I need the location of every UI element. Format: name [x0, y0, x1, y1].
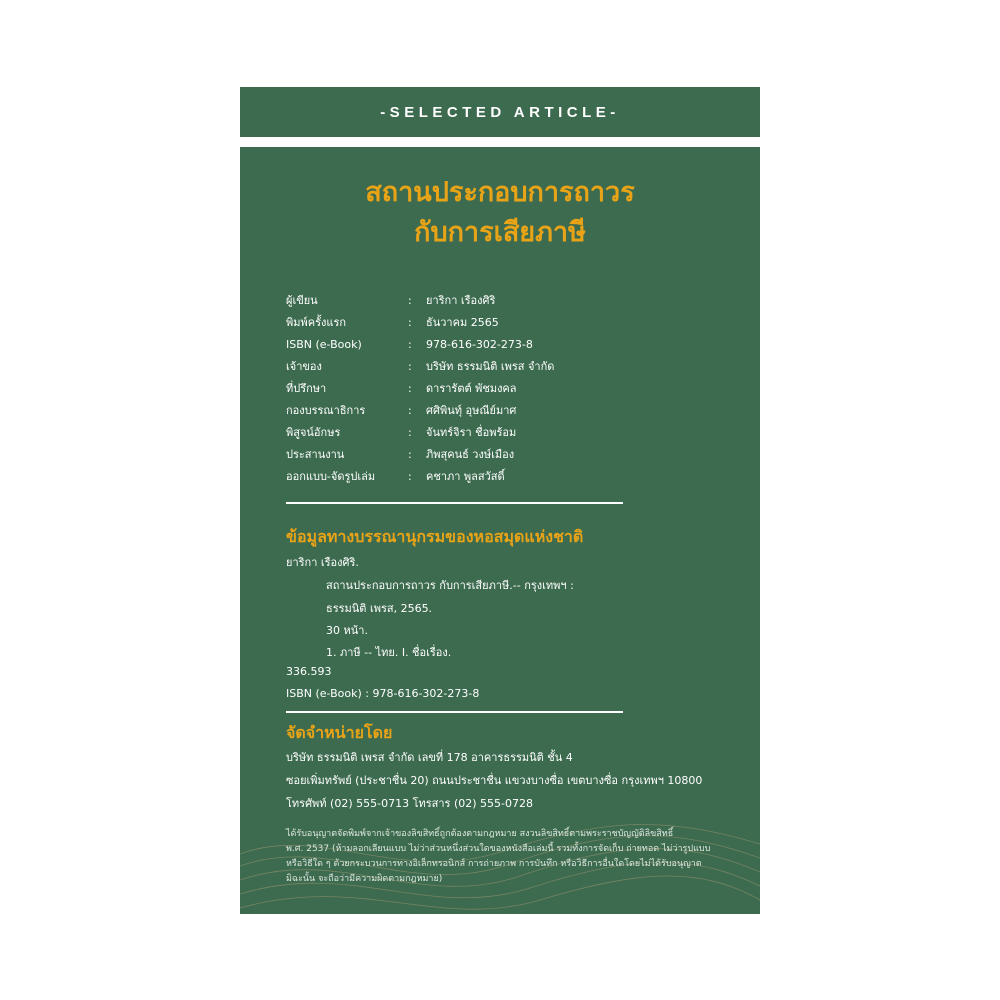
credit-value: ศศิพินทุ์ อุษณีย์มาศ: [426, 404, 517, 417]
section-divider: [286, 502, 623, 504]
credit-label: เจ้าของ: [286, 360, 322, 373]
copyright-line: ได้รับอนุญาตจัดพิมพ์จากเจ้าของลิขสิทธิ์ถูกต้องตามกฎหมาย สงวนลิขสิทธิ์ตามพระราชบัญญัติลิขสิทธิ์: [286, 829, 674, 839]
credit-value: ธันวาคม 2565: [426, 316, 499, 329]
credit-value: คชาภา พูลสวัสดิ์: [426, 470, 505, 483]
credits-list: [286, 289, 706, 487]
selected-article-banner: [240, 87, 760, 137]
catalog-isbn: ISBN (e-Book) : 978-616-302-273-8: [286, 687, 480, 700]
credit-row: [286, 421, 706, 443]
credit-label: พิมพ์ครั้งแรก: [286, 316, 347, 329]
credit-colon: :: [408, 425, 412, 439]
copyright-line: หรือวิธีใด ๆ ด้วยกระบวนการทางอิเล็กทรอนิกส์ การถ่ายภาพ การบันทึก หรือวิธีการอื่นใดโดยไม่ได้รับอนุญาต: [286, 859, 702, 869]
credit-row: [286, 311, 706, 333]
credit-label: ISBN (e-Book): [286, 337, 362, 351]
credit-colon: :: [408, 359, 412, 373]
credit-row: [286, 465, 706, 487]
copyright-line: พ.ศ. 2537 (ห้ามลอกเลียนแบบ ไม่ว่าส่วนหนึ่งส่วนใดของหนังสือเล่มนี้ รวมทั้งการจัดเก็บ ถ่ายทอด ไม่ว่ารูปแบบ: [286, 844, 711, 854]
credit-colon: :: [408, 469, 412, 483]
credit-colon: :: [408, 403, 412, 417]
credit-label: พิสูจน์อักษร: [286, 426, 341, 439]
banner-label: -SELECTED ARTICLE-: [380, 103, 620, 121]
book-title-line-1: สถานประกอบการถาวร: [365, 177, 635, 208]
credit-colon: :: [408, 315, 412, 329]
catalog-entry: 30 หน้า.: [326, 624, 368, 637]
credit-row: [286, 289, 706, 311]
credit-label: กองบรรณาธิการ: [286, 404, 366, 417]
credit-row: [286, 355, 706, 377]
credit-colon: :: [408, 381, 412, 395]
catalog-author: ยาริกา เรืองศิริ.: [286, 556, 359, 569]
credit-row: [286, 443, 706, 465]
credit-colon: :: [408, 447, 412, 461]
section-divider: [286, 711, 623, 713]
copyright-line: มิฉะนั้น จะถือว่ามีความผิดตามกฎหมาย): [286, 874, 443, 884]
credit-label: ที่ปรึกษา: [286, 382, 327, 395]
credit-row: [286, 377, 706, 399]
book-title-line-2: กับการเสียภาษี: [414, 217, 586, 248]
imprint-panel: [240, 147, 760, 914]
credit-label: ผู้เขียน: [286, 294, 318, 307]
distribution-phone: โทรศัพท์ (02) 555-0713 โทรสาร (02) 555-0728: [286, 797, 533, 810]
distribution-address: บริษัท ธรรมนิติ เพรส จำกัด เลขที่ 178 อาคารธรรมนิติ ชั้น 4: [286, 751, 573, 764]
credit-label: ออกแบบ-จัดรูปเล่ม: [286, 470, 376, 483]
credit-colon: :: [408, 293, 412, 307]
catalog-entry: สถานประกอบการถาวร กับการเสียภาษี.-- กรุงเทพฯ :: [326, 579, 574, 592]
credit-value: จันทร์จิรา ชื่อพร้อม: [426, 426, 517, 439]
catalog-entry: 1. ภาษี -- ไทย. I. ชื่อเรื่อง.: [326, 646, 452, 659]
distribution-heading: จัดจำหน่ายโดย: [286, 723, 393, 742]
catalog-entry: ธรรมนิติ เพรส, 2565.: [326, 602, 433, 615]
distribution-address: ซอยเพิ่มทรัพย์ (ประชาชื่น 20) ถนนประชาชื่น แขวงบางซื่อ เขตบางซื่อ กรุงเทพฯ 10800: [286, 774, 703, 787]
credit-value: ดารารัตต์ พัชมงคล: [426, 382, 517, 395]
credit-row: [286, 399, 706, 421]
credit-value: ยาริกา เรืองศิริ: [426, 294, 496, 307]
copyright-notice: [286, 827, 716, 887]
catalog-heading: ข้อมูลทางบรรณานุกรมของหอสมุดแห่งชาติ: [286, 527, 584, 546]
credit-label: ประสานงาน: [286, 448, 345, 461]
credit-value: บริษัท ธรรมนิติ เพรส จำกัด: [426, 360, 555, 373]
credit-value: ภิพสุคนธ์ วงษ์เมือง: [426, 448, 515, 461]
credit-colon: :: [408, 337, 412, 351]
credit-row: [286, 333, 706, 355]
credit-value: 978-616-302-273-8: [426, 337, 533, 351]
catalog-classification: 336.593: [286, 665, 332, 678]
